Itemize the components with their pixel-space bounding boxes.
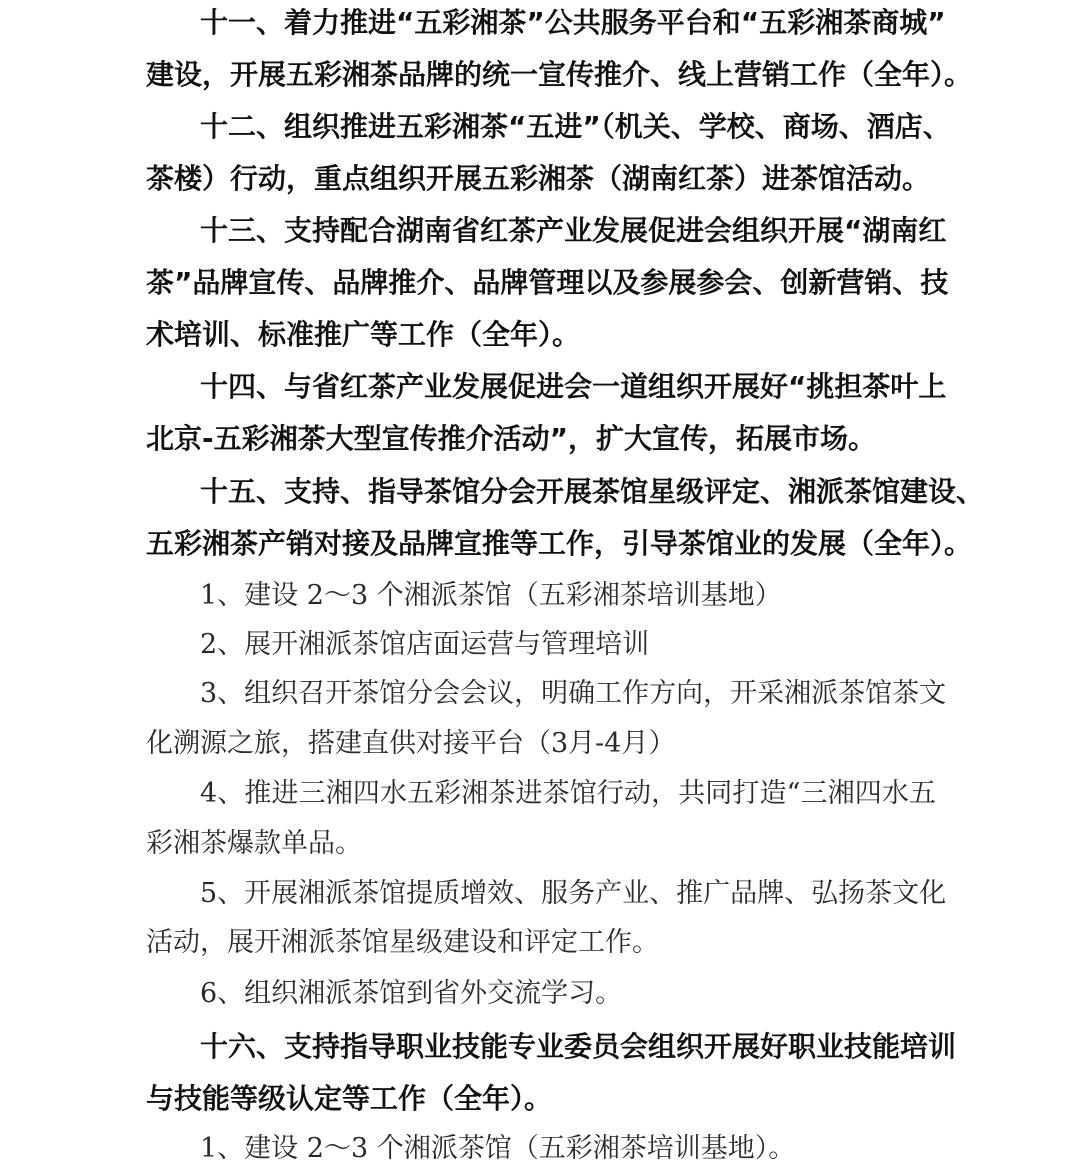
paragraph-15-line-2: 五彩湘茶产销对接及品牌宣推等工作，引导茶馆业的发展（全年）。 <box>146 527 973 560</box>
sub-item-15-3-line-2: 化溯源之旅，搭建直供对接平台（3月-4月） <box>146 728 676 759</box>
sub-item-15-5-line-2: 活动，展开湘派茶馆星级建设和评定工作。 <box>146 927 659 958</box>
sub-item-15-2: 2、展开湘派茶馆店面运营与管理培训 <box>200 629 650 660</box>
paragraph-16-line-2: 与技能等级认定等工作（全年）。 <box>146 1082 553 1115</box>
sub-item-16-1: 1、建设 2～3 个湘派茶馆（五彩湘茶培训基地）。 <box>200 1133 796 1164</box>
paragraph-14-line-2: 北京-五彩湘茶大型宣传推介活动”，扩大宣传，拓展市场。 <box>146 422 877 455</box>
paragraph-13-line-1: 十三、支持配合湖南省红茶产业发展促进会组织开展“湖南红 <box>200 214 947 247</box>
paragraph-15-line-1: 十五、支持、指导茶馆分会开展茶馆星级评定、湘派茶馆建设、 <box>200 475 985 508</box>
paragraph-11-line-1: 十一、着力推进“五彩湘茶”公共服务平台和“五彩湘茶商城” <box>200 6 946 39</box>
paragraph-11-line-2: 建设，开展五彩湘茶品牌的统一宣传推介、线上营销工作（全年）。 <box>146 58 973 91</box>
paragraph-12-line-2: 茶楼）行动，重点组织开展五彩湘茶（湖南红茶）进茶馆活动。 <box>146 162 931 195</box>
sub-item-15-4-line-2: 彩湘茶爆款单品。 <box>146 828 362 859</box>
paragraph-12-line-1: 十二、组织推进五彩湘茶“五进”（机关、学校、商场、酒店、 <box>200 110 951 143</box>
sub-item-15-1: 1、建设 2～3 个湘派茶馆（五彩湘茶培训基地） <box>200 580 782 611</box>
sub-item-15-3-line-1: 3、组织召开茶馆分会会议，明确工作方向，开采湘派茶馆茶文 <box>200 678 947 709</box>
sub-item-15-6: 6、组织湘派茶馆到省外交流学习。 <box>200 978 623 1009</box>
sub-item-15-4-line-1: 4、推进三湘四水五彩湘茶进茶馆行动，共同打造“三湘四水五 <box>200 778 936 809</box>
paragraph-14-line-1: 十四、与省红茶产业发展促进会一道组织开展好“挑担茶叶上 <box>200 370 947 403</box>
paragraph-16-line-1: 十六、支持指导职业技能专业委员会组织开展好职业技能培训 <box>200 1030 957 1063</box>
sub-item-15-5-line-1: 5、开展湘派茶馆提质增效、服务产业、推广品牌、弘扬茶文化 <box>200 878 947 909</box>
paragraph-13-line-3: 术培训、标准推广等工作（全年）。 <box>146 318 581 351</box>
paragraph-13-line-2: 茶”品牌宣传、品牌推介、品牌管理以及参展参会、创新营销、技 <box>146 266 949 299</box>
